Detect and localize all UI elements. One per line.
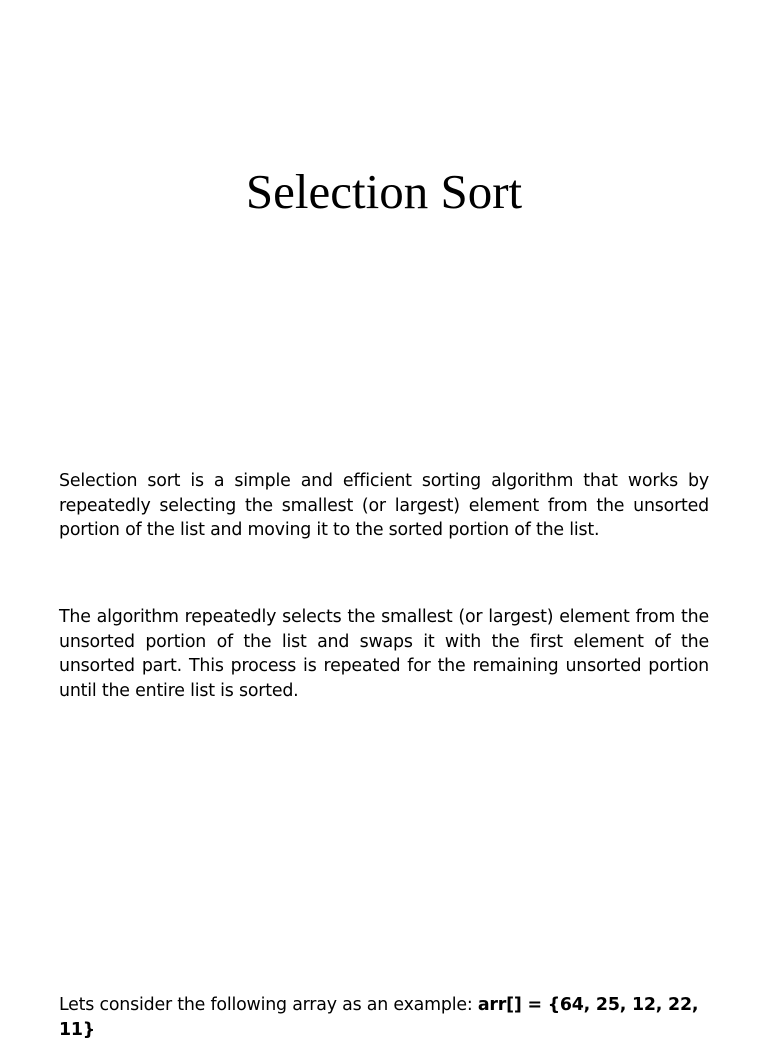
example-intro-text: Lets consider the following array as an example: (59, 995, 478, 1015)
example-paragraph (59, 993, 709, 1042)
example-array-text: arr[] = {64, 25, 12, 22, 11} (59, 995, 699, 1040)
intro-paragraph: Selection sort is a simple and efficient sorting algorithm that works by repeatedly selecting the smallest (or largest) element from the unsorted portion of the list and moving it to the sorted portion of the list. (59, 471, 709, 540)
page-title: Selection Sort (245, 164, 523, 219)
process-paragraph: The algorithm repeatedly selects the smallest (or largest) element from the unsorted portion of the list and swaps it with the first element of the unsorted part. This process is repeated for the remaining unsorted portion until the entire list is sorted. (59, 607, 709, 701)
